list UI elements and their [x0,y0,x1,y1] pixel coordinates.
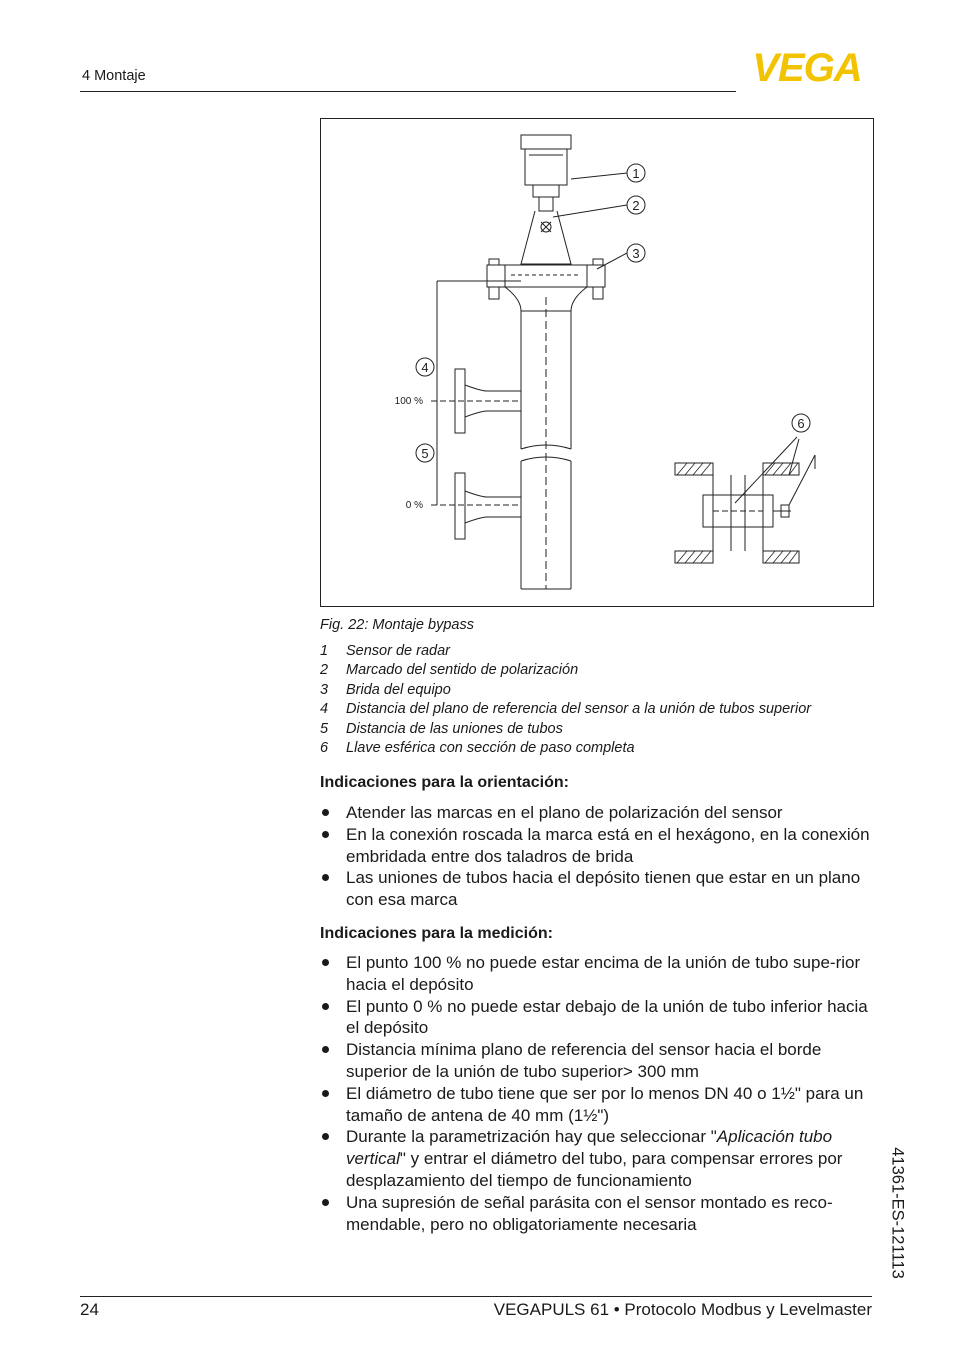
measurement-list [320,952,880,1235]
callout-4: 4 [421,360,429,375]
bypass-diagram [321,119,875,608]
legend-item: 2 Marcado del sentido de polarización [320,662,579,679]
callout-2: 2 [632,198,640,213]
legend-item: 6 Llave esférica con sección de paso completa [320,739,635,756]
figure-caption: Fig. 22: Montaje bypass [320,617,474,633]
list-item: El diámetro de tubo tiene que ser por lo menos DN 40 o 1½" para un tamaño de antena de 40 mm (1½") [320,1083,880,1127]
level-100-label: 100 % [394,396,423,407]
callout-1: 1 [632,166,640,181]
svg-text:VEGA: VEGA [752,50,862,84]
list-item: El punto 100 % no puede estar encima de la unión de tubo supe-rior hacia el depósito [320,952,880,996]
list-item: El punto 0 % no puede estar debajo de la unión de tubo inferior hacia el depósito [320,996,880,1040]
orientation-heading: Indicaciones para la orientación: [320,774,569,791]
callout-5: 5 [421,446,429,461]
list-item: Una supresión de señal parásita con el sensor montado es reco-mendable, pero no obligatoriamente necesaria [320,1192,880,1236]
section-header: 4 Montaje [82,68,146,84]
document-code: 41361-ES-121113 [888,1147,907,1279]
page-number: 24 [80,1300,99,1319]
footer-title: VEGAPULS 61 • Protocolo Modbus y Levelmaster [493,1300,872,1319]
legend-item: 3 Brida del equipo [320,681,451,698]
list-item: Las uniones de tubos hacia el depósito tienen que estar en un plano con esa marca [320,867,880,911]
callout-6: 6 [797,416,805,431]
vega-logo [740,50,874,84]
level-0-label: 0 % [405,500,423,511]
legend-item: 4 Distancia del plano de referencia del sensor a la unión de tubos superior [320,701,812,718]
header-divider [80,91,736,92]
list-item: Distancia mínima plano de referencia del sensor hacia el borde superior de la unión de tubo superior> 300 mm [320,1039,880,1083]
list-item: Atender las marcas en el plano de polarización del sensor [320,802,880,824]
emphasis-text: Aplicación tubo vertical [346,1127,833,1169]
callout-3: 3 [632,246,640,261]
legend-item: 5 Distancia de las uniones de tubos [320,720,563,737]
measurement-heading: Indicaciones para la medición: [320,925,553,942]
list-item: En la conexión roscada la marca está en el hexágono, en la conexión embridada entre dos taladros de brida [320,824,880,868]
legend-item: 1 Sensor de radar [320,643,450,659]
list-item: Durante la parametrización hay que seleccionar "Aplicación tubo vertical" y entrar el diámetro del tubo, para compensar errores por desplazamiento del tiempo de funcionamiento [320,1126,880,1191]
footer-divider [80,1296,872,1297]
bypass-mounting-figure [320,118,874,607]
figure-legend [320,642,880,758]
orientation-list [320,802,880,911]
